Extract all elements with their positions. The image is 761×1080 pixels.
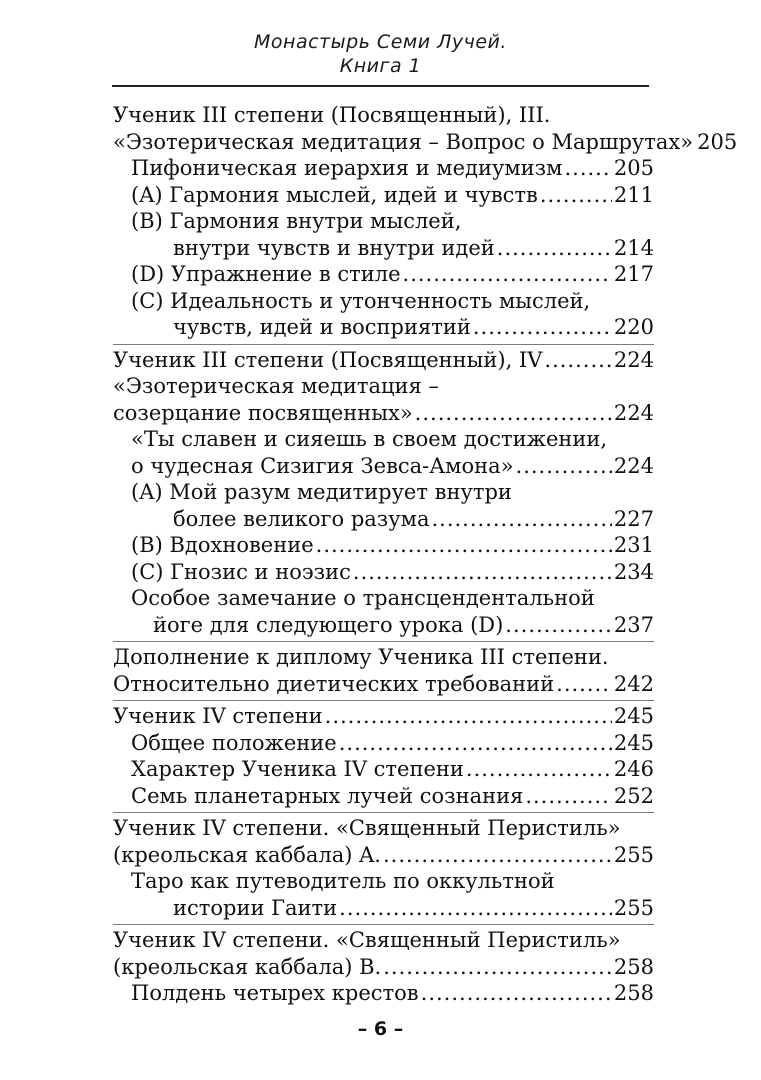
toc-line [113, 954, 654, 981]
toc-line [113, 756, 654, 783]
page-ref: 234 [613, 559, 654, 584]
toc-line-text: Ученик IV степени [113, 704, 323, 728]
toc-line [113, 815, 654, 842]
toc-line-text: йоге для следующего урока (D) [153, 612, 504, 637]
toc-line [113, 400, 654, 427]
dot-leader [516, 453, 612, 480]
page-ref: 246 [613, 757, 654, 781]
toc-line [113, 532, 654, 559]
page-ref: 258 [613, 954, 654, 979]
toc-line-text: внутри чувств и внутри идей [173, 235, 495, 260]
toc-line [113, 842, 654, 869]
toc-line [113, 506, 654, 533]
toc-line-text: (креольская каббала) A. [113, 842, 381, 867]
dot-leader [415, 400, 612, 427]
toc-line-text: (A) Мой разум медитирует внутри [131, 480, 512, 504]
dot-leader [473, 314, 612, 341]
toc-line-text: созерцание посвященных» [113, 400, 413, 425]
page-ref: 245 [613, 730, 654, 755]
toc-line [113, 927, 654, 954]
toc-entry [113, 344, 654, 642]
toc-line [113, 373, 654, 400]
dot-leader [497, 235, 612, 262]
toc-line-text: (C) Гнозис и ноэзис [131, 559, 351, 584]
dot-leader [383, 842, 612, 869]
toc-line-text: Ученик IV степени. «Священный Перистиль» [113, 816, 621, 840]
toc-line-text: (B) Гармония внутри мыслей, [131, 209, 462, 233]
dot-leader [339, 895, 612, 922]
toc-entry [113, 100, 738, 344]
page-ref: 224 [613, 400, 654, 425]
toc-line-text: Полдень четырех крестов [131, 981, 419, 1005]
toc-entry [113, 641, 654, 700]
page-ref: 258 [613, 981, 654, 1005]
toc-line [113, 671, 654, 698]
dot-leader [525, 783, 612, 810]
toc-entry [113, 700, 654, 812]
toc-line [113, 208, 654, 235]
toc-line-text: Общее положение [131, 730, 337, 755]
dot-leader [383, 954, 612, 981]
toc-line-text: Семь планетарных лучей сознания [131, 783, 524, 808]
toc-line-text: «Эзотерическая медитация – [113, 374, 439, 398]
toc-line [113, 703, 654, 730]
page-ref: 252 [613, 783, 654, 808]
toc-line [113, 644, 654, 671]
page-ref: 217 [613, 262, 654, 286]
toc-line [113, 783, 654, 810]
toc-entry [113, 812, 654, 924]
toc-line [113, 479, 654, 506]
toc-line [113, 585, 654, 612]
toc-line [113, 182, 654, 209]
dot-leader [431, 506, 611, 533]
toc-entry [113, 924, 654, 1010]
toc-line [113, 347, 654, 374]
page-ref: 245 [613, 704, 654, 728]
toc-line [113, 102, 654, 129]
page-ref: 242 [613, 671, 654, 696]
dot-leader [564, 155, 611, 182]
page-ref: 231 [613, 533, 654, 557]
toc-line-text: «Эзотерическая медитация – Вопрос о Маршрутах» [113, 129, 694, 154]
toc-line-text: (D) Упражнение в стиле [131, 262, 401, 286]
toc-line [113, 980, 654, 1007]
toc-line [113, 314, 654, 341]
dot-leader [353, 559, 612, 586]
toc-line-text: Ученик IV степени. «Священный Перистиль» [113, 928, 621, 952]
page-ref: 205 [613, 156, 654, 180]
toc-line-text: Относительно диетических требований [113, 671, 555, 696]
toc-line-text: (B) Вдохновение [131, 533, 314, 557]
page-ref: 220 [613, 315, 654, 339]
dot-leader [421, 980, 612, 1007]
toc-line-text: Особое замечание о трансцендентальной [131, 586, 595, 610]
toc-line-text: Таро как путеводитель по оккультной [131, 869, 555, 893]
header-divider [112, 85, 649, 87]
dot-leader [544, 347, 612, 374]
table-of-contents [113, 100, 738, 1010]
toc-line-text: более великого разума [173, 506, 430, 531]
page-number: – 6 – [357, 1018, 404, 1040]
toc-line-text: Характер Ученика IV степени [131, 757, 464, 781]
book-subtitle: Книга 1 [339, 55, 422, 77]
toc-line-text: Ученик III степени (Посвященный), IV [113, 347, 543, 372]
toc-line-text: Ученик III степени (Посвященный), III. [113, 103, 551, 127]
toc-line-text: Пифоническая иерархия и медиумизм [131, 156, 563, 180]
toc-line-text: (A) Гармония мыслей, идей и чувств [131, 182, 538, 207]
page-ref: 224 [613, 453, 654, 478]
toc-line [113, 895, 654, 922]
toc-line-text: чувств, идей и восприятий [173, 315, 471, 339]
page-ref: 255 [613, 842, 654, 867]
toc-line [113, 453, 654, 480]
page-ref: 211 [613, 182, 654, 207]
book-title: Монастырь Семи Лучей. [254, 31, 507, 53]
toc-line-text: истории Гаити [173, 895, 338, 920]
toc-line-text: «Ты славен и сияешь в своем достижении, [131, 427, 608, 451]
toc-line [113, 426, 654, 453]
dot-leader [316, 532, 612, 559]
toc-line [113, 235, 654, 262]
dot-leader [505, 612, 612, 639]
toc-line [113, 612, 654, 639]
dot-leader [403, 261, 612, 288]
page-ref: 214 [613, 235, 654, 260]
page-ref: 255 [613, 895, 654, 920]
page-ref: 205 [697, 129, 738, 154]
page-ref: 224 [613, 347, 654, 372]
toc-line [113, 155, 654, 182]
toc-line [113, 261, 654, 288]
page-ref: 237 [613, 612, 654, 637]
dot-leader [556, 671, 612, 698]
dot-leader [325, 703, 612, 730]
toc-line [113, 868, 654, 895]
toc-line [113, 730, 654, 757]
toc-line-text: о чудесная Сизигия Зевса-Амона» [131, 453, 514, 478]
dot-leader [540, 182, 612, 209]
toc-line [113, 288, 654, 315]
running-header [0, 30, 761, 78]
toc-line-text: (креольская каббала) B. [113, 954, 382, 979]
dot-leader [339, 730, 612, 757]
toc-line-text: (C) Идеальность и утонченность мыслей, [131, 288, 591, 313]
toc-line [113, 559, 654, 586]
page-ref: 227 [613, 506, 654, 531]
dot-leader [466, 756, 612, 783]
toc-line-text: Дополнение к диплому Ученика III степени. [113, 645, 609, 669]
toc-line [113, 129, 738, 156]
